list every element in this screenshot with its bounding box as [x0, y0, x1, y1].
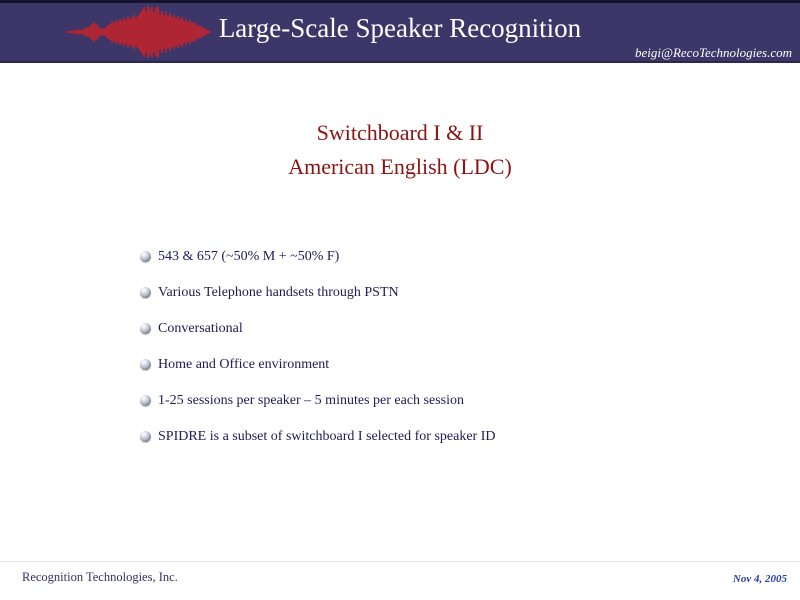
list-item [140, 319, 770, 340]
bullet-text: SPIDRE is a subset of switchboard I selected for speaker ID [158, 429, 496, 444]
footer-divider [0, 561, 800, 562]
slide-title-line1: Switchboard I & II [316, 120, 484, 145]
list-item [140, 247, 770, 268]
sphere-bullet-icon [140, 251, 151, 262]
sphere-bullet-icon [140, 287, 151, 298]
bullet-text: Home and Office environment [158, 357, 330, 372]
bullet-text: Various Telephone handsets through PSTN [158, 285, 399, 300]
bullet-text: 543 & 657 (~50% M + ~50% F) [158, 249, 340, 264]
slide-title [0, 116, 800, 184]
list-item [140, 283, 770, 304]
slide-title-line2: American English (LDC) [288, 154, 512, 179]
footer-company: Recognition Technologies, Inc. [22, 570, 178, 584]
bullet-list [140, 247, 770, 463]
header-banner [0, 0, 800, 63]
list-item [140, 391, 770, 412]
contact-email: beigi@RecoTechnologies.com [635, 45, 792, 60]
audio-waveform-icon [66, 4, 218, 60]
banner-top-strip [0, 0, 800, 3]
sphere-bullet-icon [140, 323, 151, 334]
sphere-bullet-icon [140, 359, 151, 370]
bullet-text: Conversational [158, 321, 243, 336]
bullet-text: 1-25 sessions per speaker – 5 minutes per each session [158, 393, 464, 408]
footer-date: Nov 4, 2005 [732, 573, 787, 585]
sphere-bullet-icon [140, 431, 151, 442]
list-item [140, 355, 770, 376]
list-item [140, 427, 770, 448]
sphere-bullet-icon [140, 395, 151, 406]
banner-title: Large-Scale Speaker Recognition [218, 13, 582, 43]
